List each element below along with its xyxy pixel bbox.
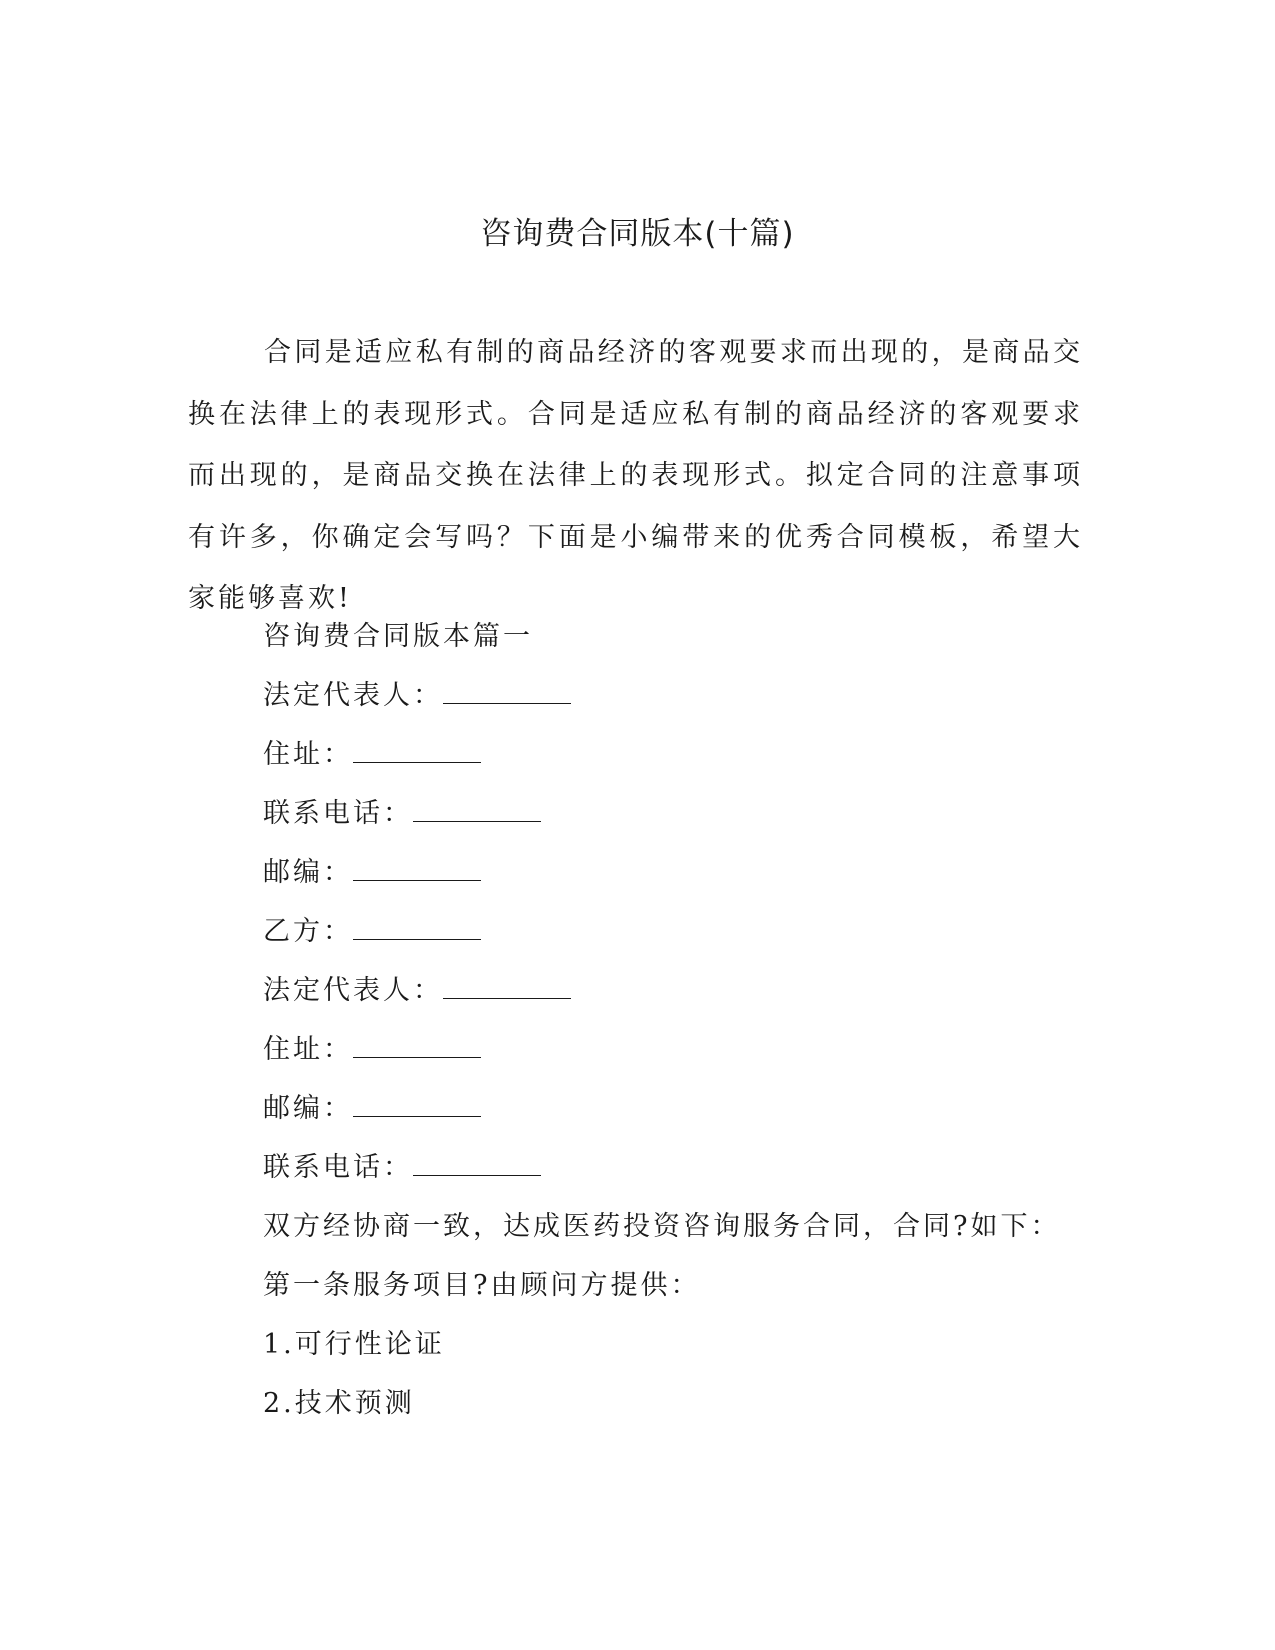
list-item: 2.技术预测 — [263, 1388, 415, 1419]
field-label: 住址： — [263, 739, 353, 770]
field-label: 住址： — [263, 1034, 353, 1065]
section-heading: 咨询费合同版本篇一 — [263, 621, 533, 652]
intro-paragraph: 合同是适应私有制的商品经济的客观要求而出现的，是商品交换在法律上的表现形式。合同是适应私有制的商品经济的客观要求而出现的，是商品交换在法律上的表现形式。拟定合同的注意事项有许多，你确定会写吗？下面是小编带来的优秀合同模板，希望大家能够喜欢! — [188, 337, 1083, 614]
list-item: 1.可行性论证 — [263, 1329, 445, 1360]
field-label: 邮编： — [263, 1093, 353, 1124]
fill-blank — [413, 797, 541, 822]
article-one: 第一条服务项目?由顾问方提供： — [263, 1270, 701, 1301]
field-row — [263, 850, 481, 889]
fill-blank — [353, 1033, 481, 1058]
field-row — [263, 791, 541, 830]
fill-blank — [353, 1092, 481, 1117]
field-label: 法定代表人： — [263, 680, 443, 711]
field-label: 联系电话： — [263, 1152, 413, 1183]
field-label: 邮编： — [263, 857, 353, 888]
fill-blank — [353, 856, 481, 881]
field-label: 法定代表人： — [263, 975, 443, 1006]
field-row — [263, 968, 571, 1007]
field-row — [263, 1145, 541, 1184]
field-label: 乙方： — [263, 916, 353, 947]
fill-blank — [443, 974, 571, 999]
field-row — [263, 1027, 481, 1066]
document-title: 咨询费合同版本(十篇) — [480, 216, 795, 252]
fill-blank — [353, 738, 481, 763]
fill-blank — [443, 679, 571, 704]
field-row — [263, 732, 481, 771]
agreement-line: 双方经协商一致，达成医药投资咨询服务合同，合同?如下： — [263, 1211, 1061, 1242]
field-row — [263, 673, 571, 712]
field-row — [263, 909, 481, 948]
fill-blank — [413, 1151, 541, 1176]
field-label: 联系电话： — [263, 798, 413, 829]
fill-blank — [353, 915, 481, 940]
field-row — [263, 1086, 481, 1125]
